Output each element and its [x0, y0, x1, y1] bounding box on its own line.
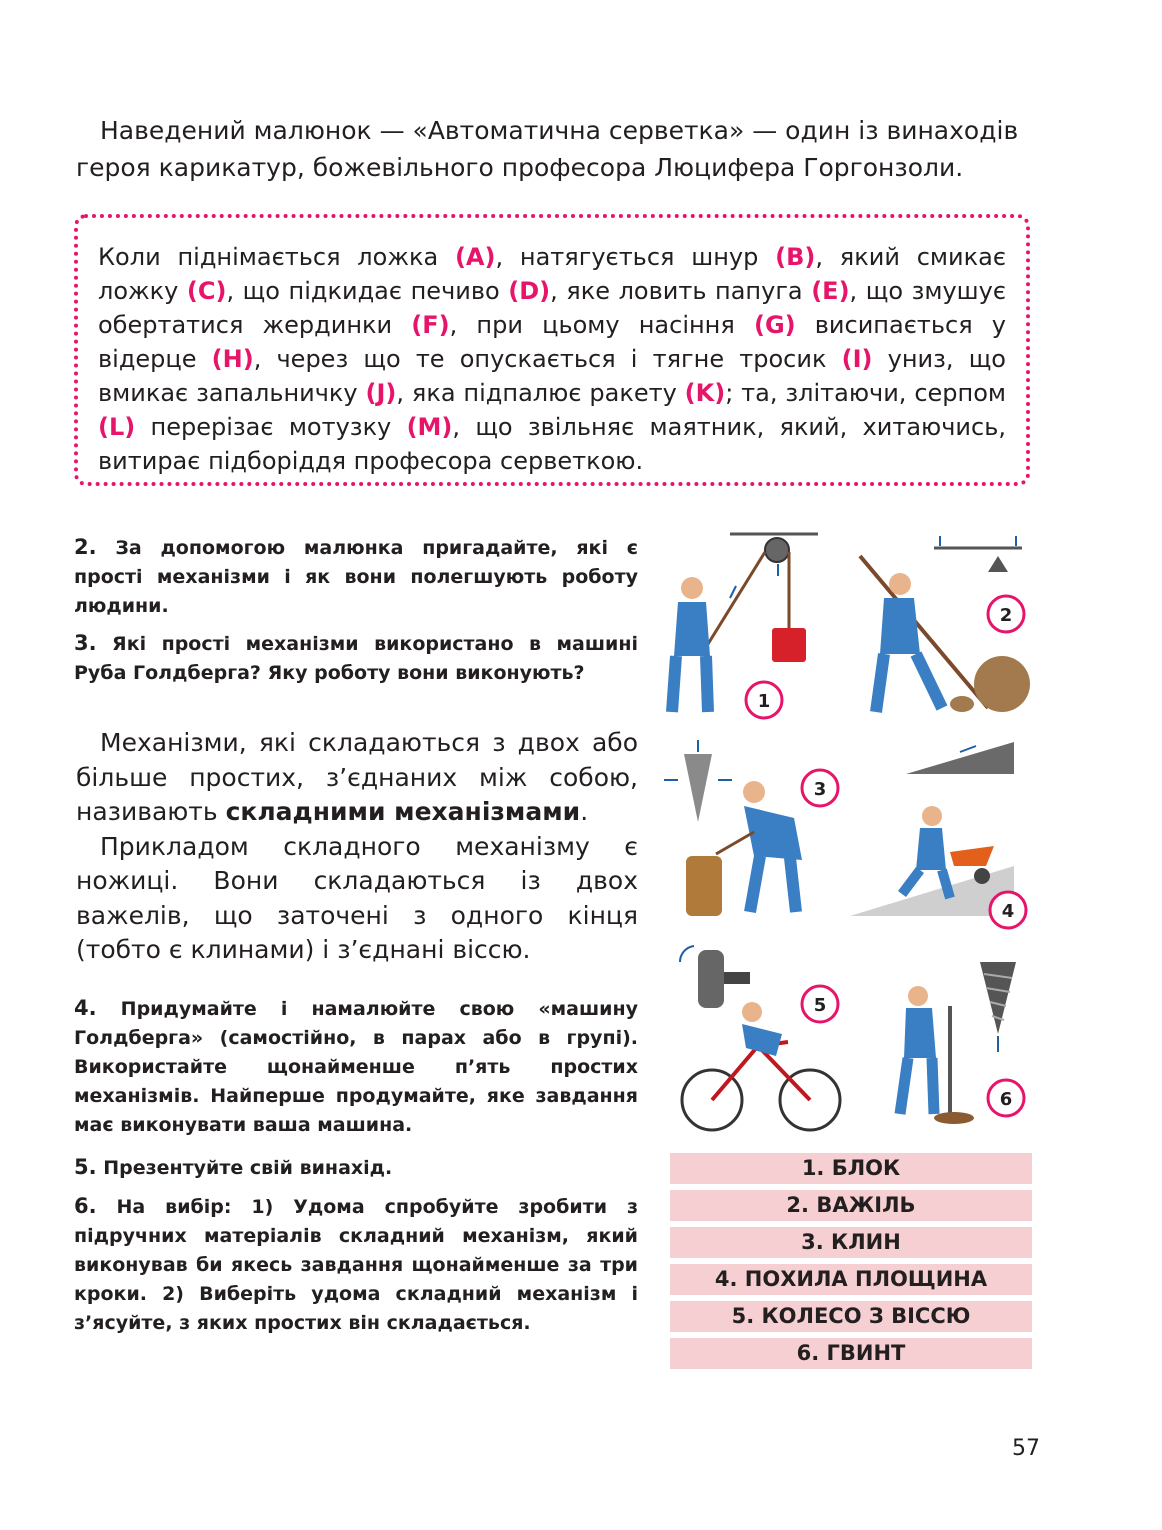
pulley-scene	[672, 534, 818, 712]
term-bold: складними механізмами	[225, 797, 581, 826]
number-label: 5	[813, 995, 827, 1016]
marker-i: (I)	[841, 345, 873, 373]
text-span: ; та, злітаючи, серпом	[725, 379, 1007, 407]
wheel-axle-scene	[680, 946, 840, 1130]
question-5	[74, 1153, 638, 1183]
description-box	[74, 214, 1030, 486]
text-span: , який смикає ложку	[98, 243, 1006, 305]
intro-line-2: героя карикатур, божевільного професора Люцифера Горгонзоли.	[76, 153, 964, 182]
text-span: , яка підпалює ракету	[396, 379, 685, 407]
legend-item-block: 1. БЛОК	[670, 1153, 1032, 1184]
text-span: перерізає мотузку	[135, 413, 407, 441]
mechanisms-legend	[670, 1153, 1032, 1375]
number-badge-4	[990, 892, 1026, 928]
legend-item-screw: 6. ГВИНТ	[670, 1338, 1032, 1369]
text-span: , яке ловить папуга	[550, 277, 812, 305]
marker-e: (E)	[811, 277, 850, 305]
number-badge-5	[802, 986, 838, 1022]
number-label: 2	[999, 605, 1013, 626]
question-number: 3.	[74, 631, 97, 655]
number-badge-2	[988, 596, 1024, 632]
legend-item-wheel-axle: 5. КОЛЕСО З ВІССЮ	[670, 1301, 1032, 1332]
wedge-scene	[664, 740, 802, 916]
text-span: униз, що вмикає запальничку	[98, 345, 1006, 407]
text-span: , через що те опускається і тягне тросик	[253, 345, 842, 373]
text-span: , натягується шнур	[495, 243, 776, 271]
number-label: 3	[813, 779, 827, 800]
number-badge-6	[988, 1080, 1024, 1116]
question-number: 6.	[74, 1194, 97, 1218]
marker-k: (K)	[684, 379, 726, 407]
description-text	[98, 240, 1006, 478]
text-span: , що підкидає печиво	[226, 277, 509, 305]
number-label: 1	[757, 691, 771, 712]
number-badge-1	[746, 682, 782, 718]
text-span: висипається у відерце	[98, 311, 1006, 373]
marker-g: (G)	[753, 311, 796, 339]
text-span: Коли піднімається ложка	[98, 243, 455, 271]
question-text: На вибір: 1) Удома спробуйте зробити з підручних матеріалів складний механізм, який виконував би якесь завдання щонайменше за три кроки. 2) Виберіть удома складний механізм і з’ясуйте, з яких простих він складається.	[74, 1196, 638, 1334]
marker-l: (L)	[98, 413, 136, 441]
marker-b: (B)	[775, 243, 816, 271]
question-number: 5.	[74, 1155, 97, 1179]
complex-mechanisms-text	[76, 726, 638, 968]
question-text: За допомогою малюнка пригадайте, які є прості механізми і як вони полегшують роботу людини.	[74, 537, 638, 617]
marker-m: (M)	[406, 413, 453, 441]
number-label: 6	[999, 1089, 1013, 1110]
question-number: 4.	[74, 996, 97, 1020]
inclined-plane-scene	[850, 742, 1014, 916]
marker-d: (D)	[508, 277, 551, 305]
intro-paragraph	[76, 112, 1032, 186]
intro-line-1: Наведений малюнок — «Автоматична серветка» — один із винаходів	[100, 116, 1019, 145]
simple-machines-illustration	[650, 526, 1040, 1142]
text-span: Механізми, які складаються з двох або більше простих, з’єднаних між собою, називають	[76, 728, 638, 826]
marker-j: (J)	[365, 379, 397, 407]
text-span: , що змушує обертатися жердинки	[98, 277, 1007, 339]
marker-h: (H)	[211, 345, 254, 373]
marker-a: (A)	[454, 243, 496, 271]
page-number: 57	[1012, 1436, 1040, 1461]
number-label: 4	[1001, 901, 1015, 922]
text-span: , при цьому насіння	[449, 311, 754, 339]
number-badge-3	[802, 770, 838, 806]
question-4	[74, 994, 638, 1140]
marker-f: (F)	[411, 311, 450, 339]
marker-c: (C)	[186, 277, 227, 305]
legend-item-inclined-plane: 4. ПОХИЛА ПЛОЩИНА	[670, 1264, 1032, 1295]
legend-item-wedge: 3. КЛИН	[670, 1227, 1032, 1258]
question-number: 2.	[74, 535, 97, 559]
question-2	[74, 533, 638, 621]
question-6	[74, 1192, 638, 1338]
question-text: Презентуйте свій винахід.	[96, 1157, 393, 1179]
question-text: Придумайте і намалюйте свою «машину Голдберга» (самостійно, в парах або в групі). Використайте щонайменше п’ять простих механізмів. Найперше продумайте, яке завдання має виконувати ваша машина.	[74, 998, 638, 1136]
question-text: Які прості механізми використано в машині Руба Голдберга? Яку роботу вони виконують?	[74, 633, 638, 684]
paragraph-example: Прикладом складного механізму є ножиці. Вони складаються із двох важелів, що заточені з одного кінця (тобто є клинами) і з’єднані віссю.	[76, 831, 638, 964]
legend-item-lever: 2. ВАЖІЛЬ	[670, 1190, 1032, 1221]
text-span: , що звільняє маятник, який, хитаючись, витирає підборіддя професора серветкою.	[98, 413, 1006, 475]
question-3	[74, 629, 638, 688]
text-span: .	[580, 797, 589, 826]
paragraph-definition	[76, 726, 638, 830]
